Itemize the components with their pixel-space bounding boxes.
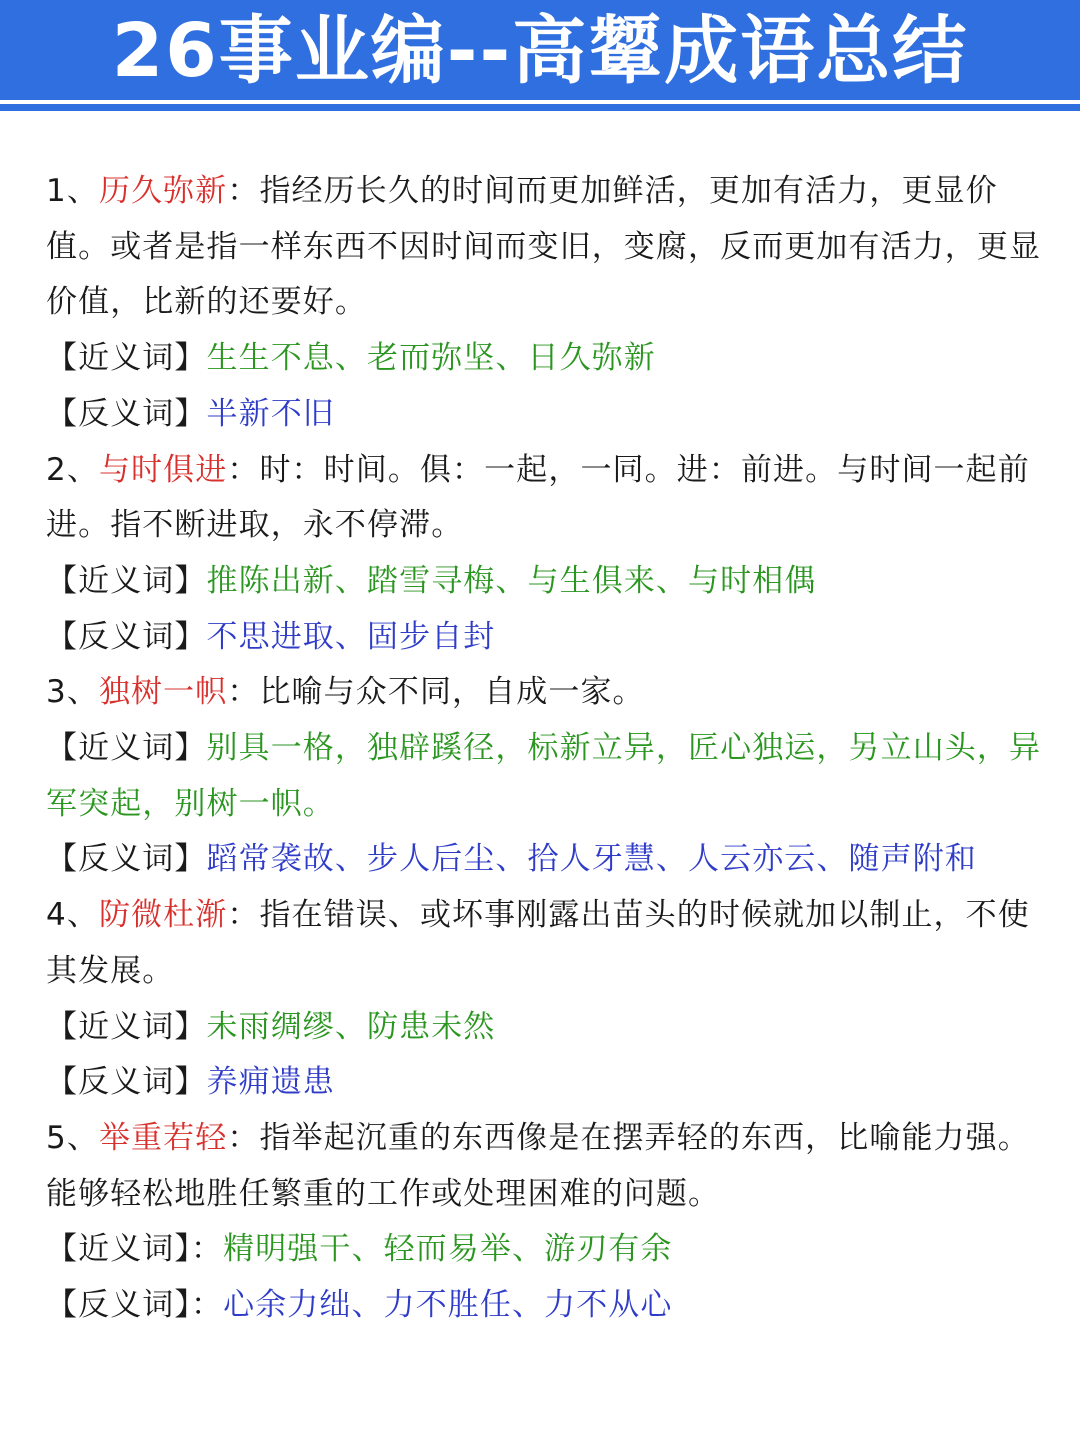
idiom-definition-line [46,888,1042,999]
term-separator: ： [227,674,260,711]
entry-number: 3、 [46,674,99,711]
idiom-definition: 比喻与众不同，自成一家。 [259,674,645,711]
antonyms-line [46,387,1042,443]
synonyms-label: 【近义词】 [46,730,207,767]
synonyms-text: 生生不息、老而弥坚、日久弥新 [206,340,656,377]
term-separator: ： [227,173,260,209]
idiom-entry [46,443,1042,666]
synonyms-label: 【近义词】 [46,562,207,599]
idiom-definition: 时：时间。俱：一起，一同。进：前进。与时间一起前进。指不断进取，永不停滞。 [46,451,1030,544]
antonyms-text: 养痈遗患 [206,1064,335,1101]
idiom-term: 独树一帜 [98,674,228,711]
entry-number: 1、 [46,173,99,209]
title-banner [0,0,1080,100]
term-separator: ： [227,451,260,488]
idiom-term: 举重若轻 [98,1119,228,1156]
antonyms-line [46,1278,1042,1334]
idiom-entry [46,1111,1042,1334]
synonyms-label: 【近义词】 [46,1008,207,1045]
idiom-term: 防微杜渐 [98,897,228,934]
idiom-entry [46,888,1042,1111]
synonyms-text: 未雨绸缪、防患未然 [206,1008,496,1045]
antonyms-line [46,610,1042,666]
idiom-definition: 指经历长久的时间而更加鲜活，更加有活力，更显价值。或者是指一样东西不因时间而变旧，变腐，反而更加有活力，更显价值，比新的还要好。 [46,173,1042,321]
idiom-entry [46,164,1042,443]
idiom-term: 历久弥新 [98,173,228,209]
entry-number: 2、 [46,451,99,488]
idiom-definition-line [46,665,1042,721]
idiom-definition: 指在错误、或坏事刚露出苗头的时候就加以制止，不使其发展。 [46,897,1030,989]
synonyms-line [46,1222,1042,1278]
idiom-definition-line [46,443,1042,554]
antonyms-text: 半新不旧 [206,395,335,432]
antonyms-label: 【反义词】 [46,1064,207,1101]
antonyms-label: 【反义词】： [46,1287,224,1324]
antonyms-text: 蹈常袭故、步人后尘、拾人牙慧、人云亦云、随声附和 [206,841,977,878]
antonyms-text: 心余力绌、力不胜任、力不从心 [223,1287,673,1324]
entry-number: 5、 [46,1119,99,1156]
synonyms-text: 精明强干、轻而易举、游刃有余 [223,1231,673,1268]
antonyms-text: 不思进取、固步自封 [206,618,496,655]
idiom-entry [46,665,1042,888]
synonyms-line [46,331,1042,387]
synonyms-line [46,554,1042,610]
antonyms-label: 【反义词】 [46,841,207,878]
entry-number: 4、 [46,897,99,934]
synonyms-label: 【近义词】 [46,340,207,377]
idiom-definition-line [46,164,1042,331]
idiom-definition: 指举起沉重的东西像是在摆弄轻的东西，比喻能力强。能够轻松地胜任繁重的工作或处理困难的问题。 [46,1119,1030,1212]
idiom-term: 与时俱进 [98,451,228,488]
antonyms-label: 【反义词】 [46,395,207,432]
synonyms-line [46,721,1042,832]
term-separator: ： [227,897,260,934]
synonyms-line [46,1000,1042,1056]
page-title: 26事业编--高颦成语总结 [111,8,969,94]
antonyms-label: 【反义词】 [46,618,207,655]
banner-underline [0,104,1080,111]
synonyms-text: 推陈出新、踏雪寻梅、与生俱来、与时相偶 [206,562,817,599]
synonyms-label: 【近义词】： [46,1231,224,1268]
antonyms-line [46,1055,1042,1111]
idiom-list [46,164,1042,1334]
synonyms-text: 别具一格，独辟蹊径，标新立异，匠心独运，另立山头，异军突起，别树一帜。 [46,730,1042,822]
antonyms-line [46,832,1042,888]
idiom-definition-line [46,1111,1042,1222]
term-separator: ： [227,1119,260,1156]
